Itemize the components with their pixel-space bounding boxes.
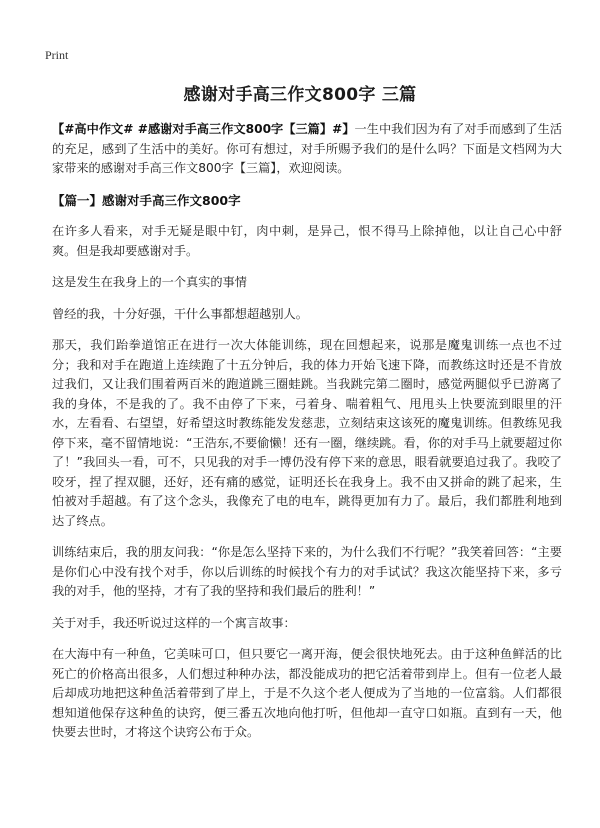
body-paragraph: 那天，我们跆拳道馆正在进行一次大体能训练，现在回想起来，说那是魔鬼训练一点也不过分；我和对手在跑道上连续跑了十五分钟后，我的体力开始飞速下降，而教练这时还是不肯放过我们，又让我们围着两百米的跑道跳三圈蛙跳。当我跳完第二圈时，感觉两腿似乎已游离了我的身体，不是我的了。我不由停了下来，弓着身、喘着粗气、甩甩头上快要流到眼里的汗水，左看看、右望望，好希望这时教练能发发慈悲，立刻结束这该死的魔鬼训练。但教练见我停下来，毫不留情地说：“王浩东,不要偷懒！还有一圈，继续跳。看，你的对手马上就要超过你了！”我回头一看，可不，只见我的对手一博仍没有停下来的意思，眼看就要追过我了。我咬了咬牙，捏了捏双腿，还好，还有痛的感觉，证明还长在我身上。我不由又拼命的跳了起来，生怕被对手超越。有了这个念头，我像充了电的电车，跳得更加有力了。最后，我们都胜利地到达了终点。: [52, 338, 562, 528]
print-label: Print: [45, 48, 69, 62]
intro-text: 一生中我们因为有了对手而感到了生活的充足，感到了生活中的美好。你可有想过，对手所赐予我们的是什么吗？下面是文档网为大家带来的感谢对手高三作文800字【三篇】，欢迎阅读。: [52, 122, 563, 175]
body-paragraph: 在许多人看来，对手无疑是眼中钉，肉中刺，是异己，恨不得马上除掉他，以让自己心中舒爽。但是我却要感谢对手。: [52, 224, 562, 258]
document-body: [52, 120, 562, 755]
intro-paragraph: [52, 120, 562, 179]
body-paragraph: 关于对手，我还听说过这样的一个寓言故事：: [52, 615, 296, 630]
intro-tags: 【#高中作文# #感谢对手高三作文800字【三篇】#】: [52, 122, 355, 136]
body-paragraph: 这是发生在我身上的一个真实的事情: [52, 275, 247, 289]
section-heading: 【篇一】感谢对手高三作文800字: [52, 192, 241, 208]
document-title: 感谢对手高三作文800字 三篇: [183, 85, 417, 105]
body-paragraph: 曾经的我，十分好强，干什么事都想超越别人。: [52, 306, 308, 321]
body-paragraph: 训练结束后，我的朋友问我：“你是怎么坚持下来的，为什么我们不行呢？”我笑着回答：“主要是你们心中没有找个对手，你以后训练的时候找个有力的对手试试？我这次能坚持下来，多亏我的对手，他的坚持，才有了我的坚持和我们最后的胜利！”: [52, 545, 562, 598]
body-paragraph: 在大海中有一种鱼，它美味可口，但只要它一离开海，便会很快地死去。由于这种鱼鲜活的比死亡的价格高出很多，人们想过种种办法，都没能成功的把它活着带到岸上。但有一位老人最后却成功地把这种鱼活着带到了岸上，于是不久这个老人便成为了当地的一位富翁。人们都很想知道他保存这种鱼的诀窍，便三番五次地向他打听，但他却一直守口如瓶。直到有一天，他快要去世时，才将这个诀窍公布于众。: [52, 647, 562, 739]
